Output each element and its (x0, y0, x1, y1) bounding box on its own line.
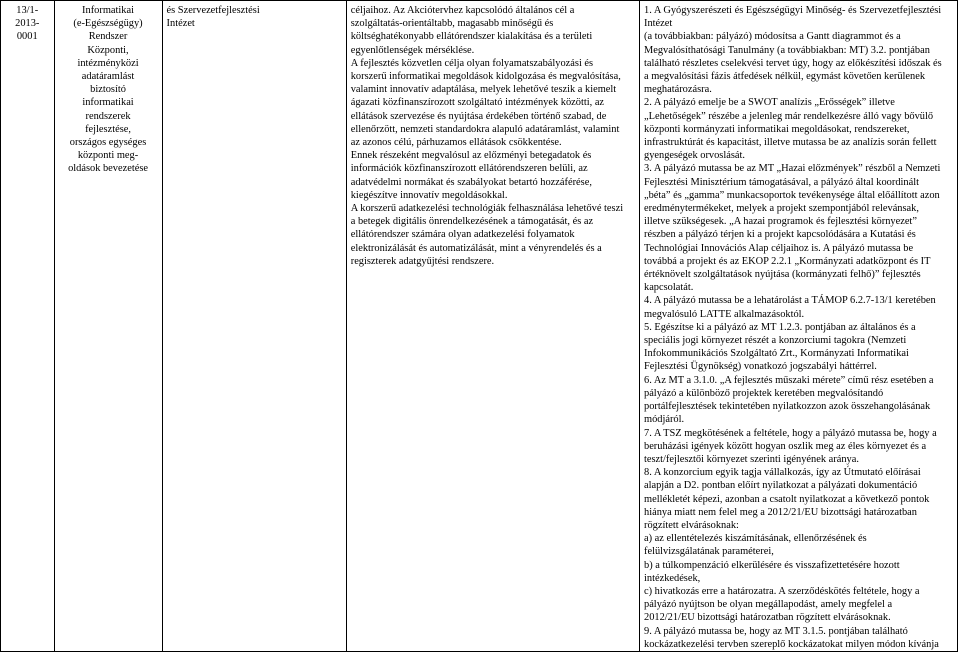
text-line: ellenőrzött, nemzeti standardokra alapuló adatáramlást, valamint (350, 123, 620, 135)
text-line: részben a pályázó térjen ki a projekt kapcsolódására a Kutatási és (644, 229, 916, 241)
text-line: egyenlőtlenségek mérséklése. (350, 44, 475, 56)
text-line: Ennek részeként megvalósul az előzményi betegadatok és (350, 150, 592, 162)
project-title-cell (54, 1, 162, 652)
text-line: Fejlesztési Minisztérium támogatásával, a pályázó által koordinált (644, 176, 919, 188)
text-line: rendszerek (85, 110, 131, 122)
text-line: a) az ellentételezés kiszámításának, ellenőrzésének és (644, 533, 867, 545)
text-line: 4. A pályázó mutassa be a lehatárolást a TÁMOP 6.2.7-13/1 keretében (644, 295, 936, 307)
text-line: oldások bevezetése (68, 163, 148, 175)
text-line: 2012/21/EU bizottsági határozatban rögzített elvárásoknak. (644, 612, 891, 624)
text-line: b) a túlkompenzáció elkerülésére és visszafizettetésére hozott (644, 559, 900, 571)
text-line: (e-Egészségügy) (73, 18, 143, 30)
text-line: adatvédelmi normákat és szabályokat betartó hozzáférése, (350, 176, 592, 188)
table-row (1, 1, 958, 652)
text-line: Intézet (644, 18, 673, 30)
text-line: pályázó nyújtson be olyan megállapodást, amely megfelel a (644, 599, 893, 611)
text-line: c) hivatkozás erre a határozatra. A szerződéskötés feltétele, hogy a (644, 585, 920, 597)
text-line: országos egységes (69, 137, 147, 149)
text-line: Intézet (166, 18, 195, 30)
text-line: szolgáltatás-orientáltabb, magasabb minőségű és (350, 18, 554, 30)
text-line: Központi, (87, 44, 129, 56)
text-line: 8. A konzorcium egyik tagja vállalkozás, így az Útmutató előírásai (644, 467, 921, 479)
text-line: informatikai (82, 97, 134, 109)
text-line: A korszerű adatkezelési technológiák felhasználása lehetővé teszi (350, 203, 624, 215)
conditions-cell (640, 1, 958, 652)
text-line: továbbá a projekt és az EKOP 2.2.1 „Kormányzati adatközpont és IT (644, 255, 931, 267)
text-line: céljaihoz. Az Akciótervhez kapcsolódó általános cél a (350, 5, 575, 16)
text-line: intézkedések, (644, 572, 701, 584)
text-line: Infokommunikációs Szolgáltató Zrt., Kormányzati Informatikai (644, 348, 909, 360)
text-line: a megvalósítási fázis átfedések nélkül, egymást követően kerülenek (644, 71, 926, 83)
text-line: 7. A TSZ megkötésének a feltétele, hogy a pályázó mutassa be, hogy a (644, 427, 937, 439)
text-line: 3. A pályázó mutassa be az MT „Hazai előzmények” részből a Nemzeti (644, 163, 941, 175)
text-line: speciális jogi környezet részét a konzorciumi tagokra (Nemzeti (644, 335, 907, 347)
text-line: illetve szükségesek. „A hazai programok és fejlesztési környezet” (644, 216, 917, 228)
text-line: felülvizsgálatának paraméterei, (644, 546, 774, 558)
text-line: értéknövelt szolgáltatások nyújtása (kormányzati felhő)” fejlesztés (644, 269, 921, 281)
text-line: kapcsolatát. (644, 282, 694, 294)
text-line: 6. Az MT a 3.1.0. „A fejlesztés műszaki mérete” című rész esetében a (644, 374, 934, 386)
text-line: „béta” és „gamma” munkacsoportok tevékenysége által előállított azon (644, 189, 940, 201)
text-line: gyengeségek orvoslását. (644, 150, 745, 162)
text-line: költséghatékonyabb ellátórendszer kialakítása és a területi (350, 31, 593, 43)
text-line: kockázatkezelési tervben szereplő kockázatokat milyen módon kívánja (644, 638, 939, 650)
text-line: 2. A pályázó emelje be a SWOT analízis „Erősségek” illetve (644, 97, 895, 109)
text-line: Fejlesztési Ügynökség) vonatkozó jogszabályi háttérrel. (644, 361, 877, 373)
text-line: eredménytermékeket, melyek a projekt szempontjából relevánsak, (644, 203, 919, 215)
text-line: fejlesztése, (85, 123, 131, 135)
text-line: az azonos célú, párhuzamos ellátások csökkentése. (350, 137, 562, 149)
text-line: módjáról. (644, 414, 685, 426)
text-line: beruházási igények között hogyan oszlik meg az éles környezet és a (644, 440, 927, 452)
text-line: ágazati közfinanszírozott szolgáltató intézmények közötti, az (350, 97, 605, 109)
text-line: 0001 (16, 31, 38, 43)
text-line: központi kormányzati informatikai megoldásokat, rendszereket, (644, 123, 910, 135)
text-line: regiszterek adatgyűjtési rendszere. (350, 255, 495, 267)
applicant-cell (162, 1, 346, 652)
text-line: 5. Egészítse ki a pályázó az MT 1.2.3. pontjában az általános és a (644, 321, 916, 333)
text-line: elektronizálását és automatizálását, mint a vényrendelés és a (350, 242, 602, 254)
text-line: infrastruktúrát és kapacitást, illetve mutassa be az analízis során fellett (644, 137, 937, 149)
text-line: portálfejlesztések tekintetében nyilatkozzon azok összehangolásának (644, 401, 931, 413)
text-line: Megvalósíthatósági Tanulmány (a továbbiakban: MT) 3.2. pontjában (644, 44, 930, 56)
text-line: megvalósuló LATTE alkalmazásoktól. (644, 308, 805, 320)
text-line: található részletes cselekvési tervet úgy, hogy az előkészítési időszak és (644, 57, 942, 69)
text-line: Rendszer (88, 31, 128, 43)
text-line: központi meg- (77, 150, 139, 162)
project-id-cell (1, 1, 55, 652)
text-line: A fejlesztés közvetlen célja olyan folyamatszabályozási és (350, 57, 594, 69)
text-line: Technológiai Innovációs Alap céljaihoz is. A pályázó mutassa be (644, 242, 914, 254)
text-line: információk közfinanszírozott ellátórendszeren belüli, az (350, 163, 588, 175)
text-line: biztosító (90, 84, 126, 96)
text-line: intézményközi (77, 57, 139, 69)
text-line: 9. A pályázó mutassa be, hogy az MT 3.1.5. pontjában található (644, 625, 908, 637)
text-line: meghatározásra. (644, 84, 712, 96)
text-line: Informatikai (82, 5, 134, 16)
text-line: (a továbbiakban: pályázó) módosítsa a Gantt diagrammot és a (644, 31, 901, 43)
text-line: 2013- (15, 18, 40, 30)
text-line: 1. A Gyógyszerészeti és Egészségügyi Minőség- és Szervezetfejlesztési (644, 5, 942, 16)
text-line: „Lehetőségek” részébe a jelenleg már rendelkezésre álló vagy bővülő (644, 110, 934, 122)
text-line: ellátórendszer számára olyan adatkezelési folyamatok (350, 229, 575, 241)
text-line: ellátások szervezése és nyújtása érdekében történő szabad, de (350, 110, 607, 122)
text-line: a betegek digitális önrendelkezésének a támogatását, és az (350, 216, 594, 228)
text-line: pályázó a különböző projektek keretében megvalósítandó (644, 387, 884, 399)
text-line: mellékletét képezi, azonban a csatolt nyilatkozat a következő pontok (644, 493, 930, 505)
text-line: alapján a D2. pontban előírt nyilatkozat a pályázati dokumentáció (644, 480, 918, 492)
text-line: adatáramlást (81, 71, 135, 83)
text-line: korszerű informatikai megoldások kidolgozása és megvalósítása, (350, 71, 621, 83)
text-line: hiánya miatt nem felel meg a 2012/21/EU bizottsági határozatban (644, 506, 917, 518)
project-goal-cell (346, 1, 639, 652)
text-line: rögzített elvárásoknak: (644, 519, 739, 531)
text-line: és Szervezetfejlesztési (166, 5, 260, 16)
text-line: teszt/fejlesztői környezet szerinti igényének aránya. (644, 453, 859, 465)
text-line: valamint innovatív adaptálása, melyek lehetővé teszik a kiemelt (350, 84, 617, 96)
text-line: 13/1- (16, 5, 39, 16)
text-line: kiegészítve innovatív megoldásokkal. (350, 189, 508, 201)
